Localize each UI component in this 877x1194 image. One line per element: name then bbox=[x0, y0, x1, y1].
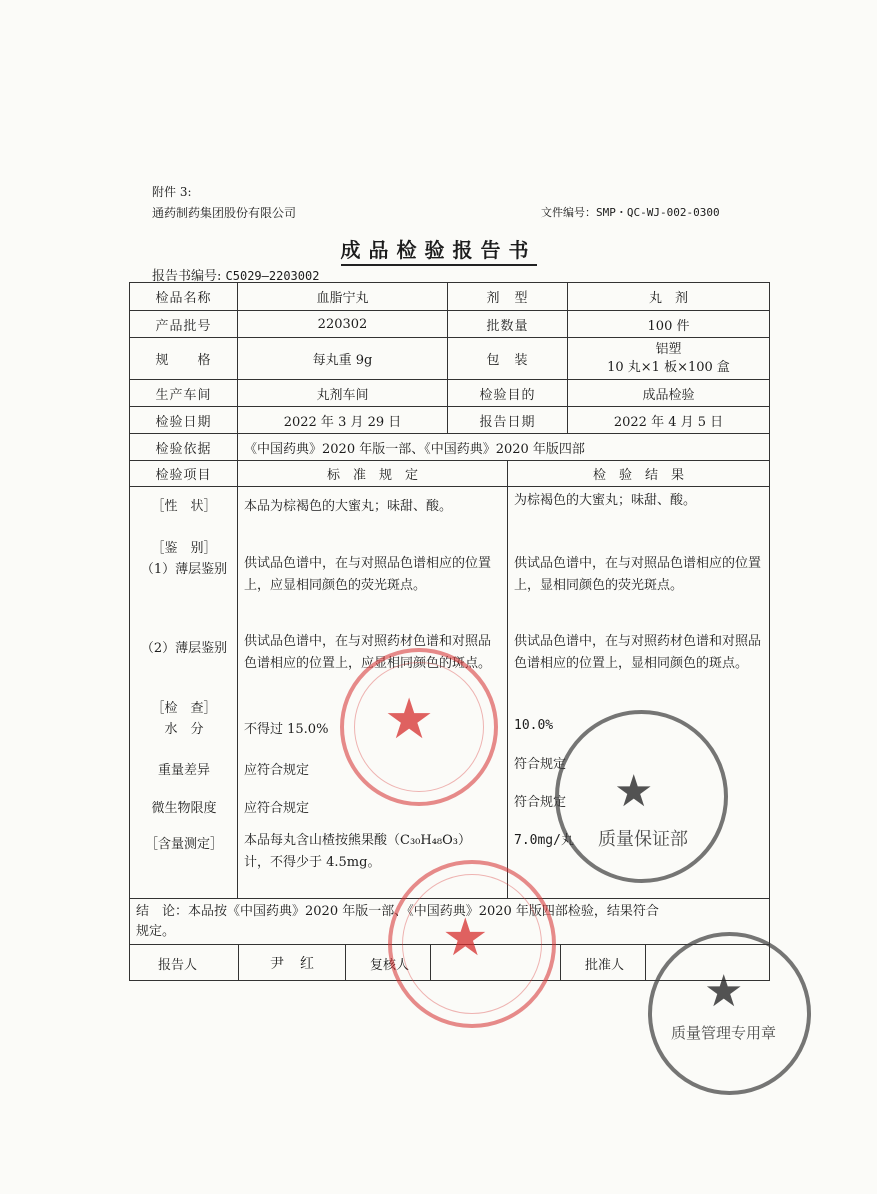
row-results-header bbox=[130, 461, 770, 487]
product-name-label: 检品名称 bbox=[130, 283, 238, 311]
workshop-value: 丸剂车间 bbox=[238, 380, 448, 407]
reviewer-label: 复核人 bbox=[370, 958, 410, 973]
weight-result: 符合规定 bbox=[514, 757, 567, 772]
row-workshop bbox=[130, 380, 770, 407]
test-date-label: 检验日期 bbox=[130, 407, 238, 434]
purpose-label: 检验目的 bbox=[448, 380, 568, 407]
packing-label: 包 装 bbox=[448, 338, 568, 380]
approver-label: 批准人 bbox=[585, 958, 625, 973]
star-icon-gray-right: ★ bbox=[614, 766, 654, 817]
star-icon-gray-bottom: ★ bbox=[704, 966, 744, 1017]
items-column bbox=[130, 487, 238, 899]
star-icon-red-bottom: ★ bbox=[442, 908, 489, 968]
signature-divider-2 bbox=[345, 945, 346, 981]
report-number-label: 报告书编号: bbox=[152, 269, 222, 284]
row-dates bbox=[130, 407, 770, 434]
attachment-label: 附件 3: bbox=[152, 185, 192, 199]
dosage-form-value: 丸 剂 bbox=[568, 283, 770, 311]
row-spec bbox=[130, 338, 770, 380]
result-header: 检 验 结 果 bbox=[508, 461, 770, 487]
assay-label: ［含量测定］ bbox=[144, 837, 223, 852]
title-text: 成品检验报告书 bbox=[341, 238, 537, 266]
packing-value bbox=[568, 338, 770, 380]
tlc1-label: （1）薄层鉴别 bbox=[140, 562, 228, 577]
signature-divider-4 bbox=[560, 945, 561, 981]
water-label: 水 分 bbox=[164, 722, 204, 737]
appearance-standard: 本品为棕褐色的大蜜丸；味甜、酸。 bbox=[244, 499, 453, 514]
identification-label: ［鉴 别］ bbox=[151, 541, 217, 556]
micro-label: 微生物限度 bbox=[151, 801, 217, 816]
packing-line-2: 10 丸×1 板×100 盒 bbox=[607, 359, 730, 375]
basis-value: 《中国药典》2020 年版一部、《中国药典》2020 年版四部 bbox=[238, 434, 770, 461]
check-label: ［检 查］ bbox=[151, 701, 217, 716]
tlc1-standard: 供试品色谱中，在与对照品色谱相应的位置上，应显相同颜色的荧光斑点。 bbox=[244, 556, 492, 593]
signature-divider-5 bbox=[645, 945, 646, 981]
report-date-label: 报告日期 bbox=[448, 407, 568, 434]
quality-assurance-seal-text: 质量保证部 bbox=[598, 829, 688, 850]
row-product-name bbox=[130, 283, 770, 311]
page-title bbox=[0, 234, 877, 263]
appearance-result: 为棕褐色的大蜜丸；味甜、酸。 bbox=[514, 493, 697, 508]
star-icon-red-middle: ★ bbox=[384, 687, 435, 752]
dosage-form-label: 剂 型 bbox=[448, 283, 568, 311]
assay-standard-line-2: 计，不得少于 4.5mg。 bbox=[244, 855, 381, 870]
weight-standard: 应符合规定 bbox=[244, 763, 310, 778]
quantity-label: 批数量 bbox=[448, 311, 568, 338]
report-date-value: 2022 年 4 月 5 日 bbox=[568, 407, 770, 434]
test-date-value: 2022 年 3 月 29 日 bbox=[238, 407, 448, 434]
packing-line-1: 铝塑 bbox=[655, 341, 682, 357]
assay-result: 7.0mg/丸 bbox=[514, 833, 574, 848]
item-header: 检验项目 bbox=[130, 461, 238, 487]
water-result: 10.0% bbox=[514, 718, 554, 733]
spec-value: 每丸重 9g bbox=[238, 338, 448, 380]
conclusion-line-2: 规定。 bbox=[136, 923, 176, 939]
conclusion-line-1: 结 论：本品按《中国药典》2020 年版一部、《中国药典》2020 年版四部检验，结果符合 bbox=[136, 903, 659, 919]
company-name: 通药制药集团股份有限公司 bbox=[152, 206, 297, 220]
batch-no-label: 产品批号 bbox=[130, 311, 238, 338]
purpose-value: 成品检验 bbox=[568, 380, 770, 407]
product-name-value: 血脂宁丸 bbox=[238, 283, 448, 311]
micro-result: 符合规定 bbox=[514, 795, 567, 810]
basis-label: 检验依据 bbox=[130, 434, 238, 461]
quantity-value: 100 件 bbox=[568, 311, 770, 338]
micro-standard: 应符合规定 bbox=[244, 801, 310, 816]
batch-no-value: 220302 bbox=[238, 311, 448, 338]
signature-divider-1 bbox=[238, 945, 239, 981]
water-standard: 不得过 15.0% bbox=[244, 722, 329, 737]
row-batch bbox=[130, 311, 770, 338]
tlc2-label: （2）薄层鉴别 bbox=[140, 641, 228, 656]
quality-management-seal-text: 质量管理专用章 bbox=[671, 1024, 777, 1042]
appearance-label: ［性 状］ bbox=[151, 499, 217, 514]
weight-label: 重量差异 bbox=[157, 763, 210, 778]
standard-header: 标 准 规 定 bbox=[238, 461, 508, 487]
tlc2-result: 供试品色谱中，在与对照药材色谱和对照品色谱相应的位置上，显相同颜色的斑点。 bbox=[514, 634, 762, 671]
report-number-value: C5029—2203002 bbox=[225, 269, 320, 283]
assay-standard-line-1: 本品每丸含山楂按熊果酸（C₃₀H₄₈O₃） bbox=[244, 833, 471, 848]
tlc2-standard: 供试品色谱中，在与对照药材色谱和对照品色谱相应的位置上，应显相同颜色的斑点。 bbox=[244, 634, 492, 671]
reporter-label: 报告人 bbox=[158, 958, 198, 973]
spec-label: 规 格 bbox=[130, 338, 238, 380]
reporter-signature: 尹红 bbox=[270, 956, 330, 972]
file-number: 文件编号：SMP・QC-WJ-002-0300 bbox=[541, 206, 720, 219]
tlc1-result: 供试品色谱中，在与对照品色谱相应的位置上，显相同颜色的荧光斑点。 bbox=[514, 556, 762, 593]
workshop-label: 生产车间 bbox=[130, 380, 238, 407]
row-basis bbox=[130, 434, 770, 461]
